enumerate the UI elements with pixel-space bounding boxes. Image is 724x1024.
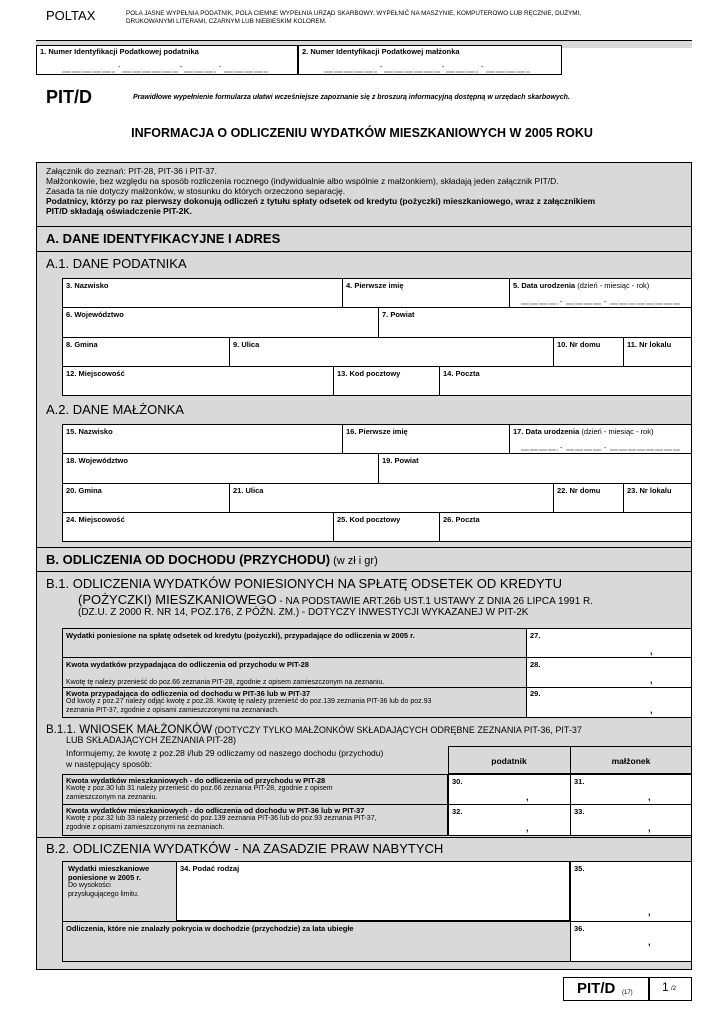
row-29-label: Kwota przypadająca do odliczenia od dochodu w PIT-36 lub w PIT-37	[66, 689, 311, 698]
row-34-label: 34. Podać rodzaj	[180, 864, 240, 873]
form-code: PIT/D	[46, 87, 93, 107]
row-36-label: Odliczenia, które nie znalazły pokrycia w dochodzie (przychodzie) za lata ubiegłe	[66, 924, 354, 933]
field-33[interactable]: 33.	[574, 807, 585, 816]
row-30-hint2: zamieszczonym na zeznaniu.	[66, 794, 158, 801]
row-32-label: Kwota wydatków mieszkaniowych - do odliczenia od dochodu w PIT-36 lub w PIT-37	[66, 806, 365, 815]
form-title: INFORMACJA O ODLICZENIU WYDATKÓW MIESZKANIOWYCH W 2005 ROKU	[131, 126, 593, 140]
b1-value-column	[526, 628, 692, 718]
field-32[interactable]: 32.	[452, 807, 463, 816]
b11-title-line1: B.1.1. WNIOSEK MAŁŻONKÓW (DOTYCZY TYLKO MAŁŻONKÓW SKŁADAJĄCYCH ODRĘBNE ZEZNANIA PIT-36, PIT-37	[46, 724, 582, 736]
instruction-line2: DRUKOWANYMI LITERAMI, CZARNYM LUB NIEBIESKIM KOLOREM.	[126, 18, 327, 25]
field-30[interactable]: 30.	[452, 777, 463, 786]
row-27-label: Wydatki poniesione na spłatę odsetek od kredytu (pożyczki), przypadające do odliczenia w 2005 r.	[66, 631, 415, 640]
field-29[interactable]: 29.	[530, 689, 541, 698]
b2-left-line2: poniesione w 2005 r.	[68, 873, 141, 882]
row-30-hint1: Kwotę z poz.30 lub 31 należy przenieść do poz.66 zeznania PIT-28, zgodnie z opisem	[66, 785, 333, 792]
row-28-label: Kwota wydatków przypadająca do odliczenia od przychodu w PIT-28	[66, 660, 309, 669]
field-23-flat-no[interactable]: 23. Nr lokalu	[627, 486, 672, 495]
field-4-first-name[interactable]: 4. Pierwsze imię	[346, 281, 404, 290]
svg-text:-: -	[380, 64, 383, 71]
intro-line4: Podatnicy, którzy po raz pierwszy dokonują odliczeń z tytułu spłaty odsetek od kredytu (pożyczki) mieszkaniowego, wraz z załącznikiem	[46, 196, 596, 206]
field-9-street[interactable]: 9. Ulica	[233, 340, 260, 349]
field-24-city[interactable]: 24. Miejscowość	[66, 515, 125, 524]
field-12-city[interactable]: 12. Miejscowość	[66, 369, 125, 378]
field-10-house-no[interactable]: 10. Nr domu	[557, 340, 601, 349]
field-7-district[interactable]: 7. Powiat	[382, 310, 415, 319]
section-b-title: B. ODLICZENIA OD DOCHODU (PRZYCHODU) (w zł i gr)	[46, 552, 378, 567]
field-15-surname[interactable]: 15. Nazwisko	[66, 427, 113, 436]
field-27[interactable]: 27.	[530, 631, 541, 640]
instruction-line1: POLA JASNE WYPEŁNIA PODATNIK, POLA CIEMNE WYPEŁNIA URZĄD SKARBOWY. WYPEŁNIĆ NA MASZYNIE, KOMPUTEROWO LUB RĘCZNIE, DUŻYMI,	[126, 10, 581, 17]
field-14-post-office[interactable]: 14. Poczta	[443, 369, 480, 378]
field-22-house-no[interactable]: 22. Nr domu	[557, 486, 601, 495]
row-32-hint1: Kwotę z poz.32 lub 33 należy przenieść do poz.139 zeznania PIT-36 lub do poz.93 zeznania PIT-37,	[66, 815, 377, 822]
field-28[interactable]: 28.	[530, 660, 541, 669]
field-6-voivodeship[interactable]: 6. Województwo	[66, 310, 124, 319]
field-35[interactable]: 35.	[574, 864, 585, 873]
intro-line5: PIT/D składają oświadczenie PIT-2K.	[46, 206, 192, 216]
section-a2-title: A.2. DANE MAŁŻONKA	[46, 402, 184, 417]
brochure-note: Prawidłowe wypełnienie formularza ułatwi wcześniejsze zapoznanie się z broszurą informacyjną dostępną w urzędach skarbowych.	[133, 94, 570, 101]
section-a1-title: A.1. DANE PODATNIKA	[46, 256, 187, 271]
field-31[interactable]: 31.	[574, 777, 585, 786]
field-17-birth-date[interactable]: 17. Data urodzenia (dzień - miesiąc - rok)	[513, 427, 654, 436]
footer-version: (17)	[622, 990, 633, 996]
nip-taxpayer-ticks	[60, 62, 280, 74]
row-32-hint2: zgodnie z opisami zamieszczonymi na zeznaniach.	[66, 824, 225, 831]
svg-text:-: -	[604, 299, 607, 306]
b11-title-line2: LUB SKŁADAJĄCYCH ZEZNANIA PIT-28)	[66, 735, 237, 745]
b11-info1: Informujemy, że kwotę z poz.28 i/lub 29 odliczamy od naszego dochodu (przychodu)	[66, 748, 384, 758]
field-17-date-ticks	[520, 442, 685, 452]
b1-title-line2: (POŻYCZKI) MIESZKANIOWEGO - NA PODSTAWIE ART.26b UST.1 USTAWY Z DNIA 26 LIPCA 1991 R.	[78, 592, 594, 607]
b1-title-line3: (DZ.U. Z 2000 R. NR 14, POZ.176, Z PÓŹN. ZM.) - DOTYCZY INWESTYCJI WYKAZANEJ W PIT-2K	[78, 607, 529, 618]
svg-text:-: -	[560, 299, 563, 306]
field-18-voivodeship[interactable]: 18. Województwo	[66, 456, 128, 465]
svg-text:-: -	[560, 445, 563, 452]
field-21-street[interactable]: 21. Ulica	[233, 486, 264, 495]
col-podatnik: podatnik	[491, 756, 527, 766]
intro-line2: Małżonkowie, bez względu na sposób rozliczenia rocznego (indywidualnie albo wspólnie z małżonkiem), składają jeden załącznik PIT/D.	[46, 176, 559, 186]
svg-text:-: -	[180, 64, 183, 71]
field-3-surname[interactable]: 3. Nazwisko	[66, 281, 109, 290]
field-26-post-office[interactable]: 26. Poczta	[443, 515, 480, 524]
field-5-birth-date[interactable]: 5. Data urodzenia (dzień - miesiąc - rok)	[513, 281, 650, 290]
svg-text:-: -	[219, 64, 222, 71]
svg-text:-: -	[442, 64, 445, 71]
field-36[interactable]: 36.	[574, 924, 585, 933]
b2-left-line3: Do wysokości	[68, 882, 111, 889]
row-30-label: Kwota wydatków mieszkaniowych - do odliczenia od przychodu w PIT-28	[66, 776, 326, 785]
row-29-hint1: Od kwoty z poz.27 należy odjąć kwotę z poz.28. Kwotę tę należy przenieść do poz.139 zeznania PIT-36 lub do poz.93	[66, 698, 432, 705]
section-a-title: A. DANE IDENTYFIKACYJNE I ADRES	[46, 231, 281, 246]
nip-spouse-ticks	[322, 62, 542, 74]
poltax-label: POLTAX	[46, 8, 96, 23]
b2-title: B.2. ODLICZENIA WYDATKÓW - NA ZASADZIE PRAW NABYTYCH	[46, 841, 444, 856]
svg-text:-: -	[481, 64, 484, 71]
field-8-commune[interactable]: 8. Gmina	[66, 340, 98, 349]
field-5-date-ticks	[520, 296, 685, 306]
field-19-district[interactable]: 19. Powiat	[382, 456, 419, 465]
nip-taxpayer-label: 1. Numer Identyfikacji Podatkowej podatnika	[40, 47, 199, 56]
footer-form-code: PIT/D	[577, 980, 616, 997]
row-29-hint2: zeznania PIT-37, zgodnie z opisami zamieszczonymi na zeznaniach.	[66, 707, 279, 714]
col-malzonek: małżonek	[611, 756, 651, 766]
field-25-postcode[interactable]: 25. Kod pocztowy	[337, 515, 401, 524]
b11-info2: w następujący sposób:	[66, 759, 152, 769]
intro-line1: Załącznik do zeznań: PIT-28, PIT-36 i PIT-37.	[46, 166, 218, 176]
intro-line3: Zasada ta nie dotyczy małżonków, w stosunku do których orzeczono separację.	[46, 186, 346, 196]
b1-title-line1: B.1. ODLICZENIA WYDATKÓW PONIESIONYCH NA SPŁATĘ ODSETEK OD KREDYTU	[46, 576, 563, 591]
b2-value-column	[570, 861, 692, 962]
svg-text:-: -	[604, 445, 607, 452]
field-11-flat-no[interactable]: 11. Nr lokalu	[627, 340, 672, 349]
field-20-commune[interactable]: 20. Gmina	[66, 486, 102, 495]
field-13-postcode[interactable]: 13. Kod pocztowy	[337, 369, 401, 378]
row-28-hint: Kwotę tę należy przenieść do poz.66 zeznania PIT-28, zgodnie z opisem zamieszczonym na zeznaniu.	[66, 679, 385, 686]
b2-left-line1: Wydatki mieszkaniowe	[68, 864, 150, 873]
svg-text:-: -	[118, 64, 121, 71]
field-16-first-name[interactable]: 16. Pierwsze imię	[346, 427, 408, 436]
nip-spouse-label: 2. Numer Identyfikacji Podatkowej małżonka	[302, 47, 460, 56]
b2-left-line4: przysługującego limitu.	[68, 891, 139, 898]
footer-page-number: 1	[662, 980, 669, 994]
footer-page-total: /2	[671, 986, 677, 992]
